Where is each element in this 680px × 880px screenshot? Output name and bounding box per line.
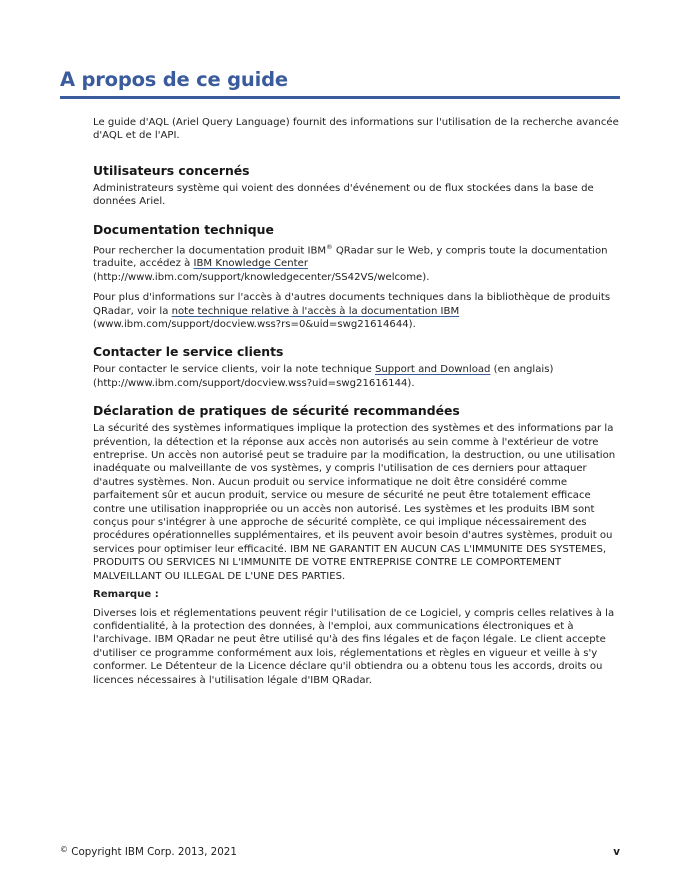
note-paragraph: Diverses lois et réglementations peuvent régir l'utilisation de ce Logiciel, y compris celles relatives à la confidentialité, à la protection des données, à l'emploi, aux communications électroniques et à l'archivage. IBM QRadar ne peut être utilisé qu'à des fins légales et de façon légale. Le client accepte d'utiliser ce programme conformément aux lois, réglementations et règles en vigueur et veille à s'y conformer. Le Détenteur de la Licence déclare qu'il obtiendra ou a obtenu tous les accords, droits ou licences nécessaires à l'utilisation légale d'IBM QRadar. (93, 607, 615, 686)
ibm-knowledge-center-link[interactable]: IBM Knowledge Center (193, 258, 308, 270)
security-section (93, 403, 623, 687)
doc-text-2b: (www.ibm.com/support/docview.wss?rs=0&uid=swg21614644). (93, 319, 416, 331)
doc-text-1a: Pour rechercher la documentation produit IBM (93, 244, 327, 256)
audience-section (93, 163, 623, 209)
tech-note-documentation-link[interactable]: note technique relative à l'accès à la documentation IBM (171, 305, 460, 317)
intro-paragraph: Le guide d'AQL (Ariel Query Language) fournit des informations sur l'utilisation de la recherche avancée d'AQL et de l'API. (93, 117, 619, 142)
documentation-paragraph-2 (93, 291, 623, 331)
doc-text-1b: QRadar sur le Web, y compris toute la documentation traduite, accédez à (93, 244, 608, 270)
documentation-section (93, 222, 623, 332)
copyright-symbol: © (60, 845, 68, 854)
contact-heading: Contacter le service clients (93, 344, 284, 360)
security-heading: Déclaration de pratiques de sécurité recommandées (93, 403, 460, 419)
contact-section (93, 344, 623, 390)
security-paragraph: La sécurité des systèmes informatiques implique la protection des systèmes et des informations par la prévention, la détection et la réponse aux accès non autorisés au sein comme à l'extérieur de votre entreprise. Un accès non autorisé peut se traduire par la modification, la destruction, ou une utilisation inadéquate ou malveillante de vos systèmes, y compris l'utilisation de ces derniers pour attaquer d'autres systèmes. Non. Aucun produit ou service informatique ne doit être considéré comme parfaitement sûr et aucun produit, service ou mesure de sécurité ne peut être totalement efficace contre une utilisation inappropriée ou un accès non autorisé. Les systèmes et les produits IBM sont conçus pour s'intégrer à une approche de sécurité complète, ce qui implique nécessairement des procédures opérationnelles supplémentaires, et ils peuvent avoir besoin d'autres systèmes, produit ou services pour optimiser leur efficacité. IBM NE GARANTIT EN AUCUN CAS L'IMMUNITE DES SYSTEMES, PRODUITS OU SERVICES NI L'IMMUNITE DE VOTRE ENTREPRISE CONTRE LE COMPORTEMENT MALVEILLANT OU ILLEGAL DE L'UNE DES PARTIES. (93, 423, 616, 582)
documentation-heading: Documentation technique (93, 221, 274, 237)
audience-heading: Utilisateurs concernés (93, 162, 250, 178)
footer-copyright (60, 845, 237, 858)
doc-text-2a: Pour plus d'informations sur l'accès à d'autres documents techniques dans la bibliothèque de produits QRadar, voir la (93, 292, 611, 317)
audience-text: Administrateurs système qui voient des données d'événement ou de flux stockées dans la base de données Ariel. (93, 182, 594, 208)
title-rule (60, 96, 620, 99)
doc-text-1c: (http://www.ibm.com/support/knowledgecenter/SS42VS/welcome). (93, 271, 430, 283)
contact-text-b: (en anglais) (http://www.ibm.com/support/docview.wss?uid=swg21616144). (93, 364, 554, 389)
support-download-link[interactable]: Support and Download (374, 364, 491, 376)
contact-paragraph (93, 363, 623, 390)
registered-mark: ® (326, 242, 333, 251)
note-label: Remarque : (93, 589, 159, 601)
page-title: A propos de ce guide (60, 68, 288, 91)
copyright-text: Copyright IBM Corp. 2013, 2021 (68, 846, 237, 858)
contact-text-a: Pour contacter le service clients, voir la note technique (93, 364, 375, 376)
documentation-paragraph-1 (93, 241, 623, 285)
page-number: v (613, 846, 620, 858)
page-content (93, 116, 623, 700)
